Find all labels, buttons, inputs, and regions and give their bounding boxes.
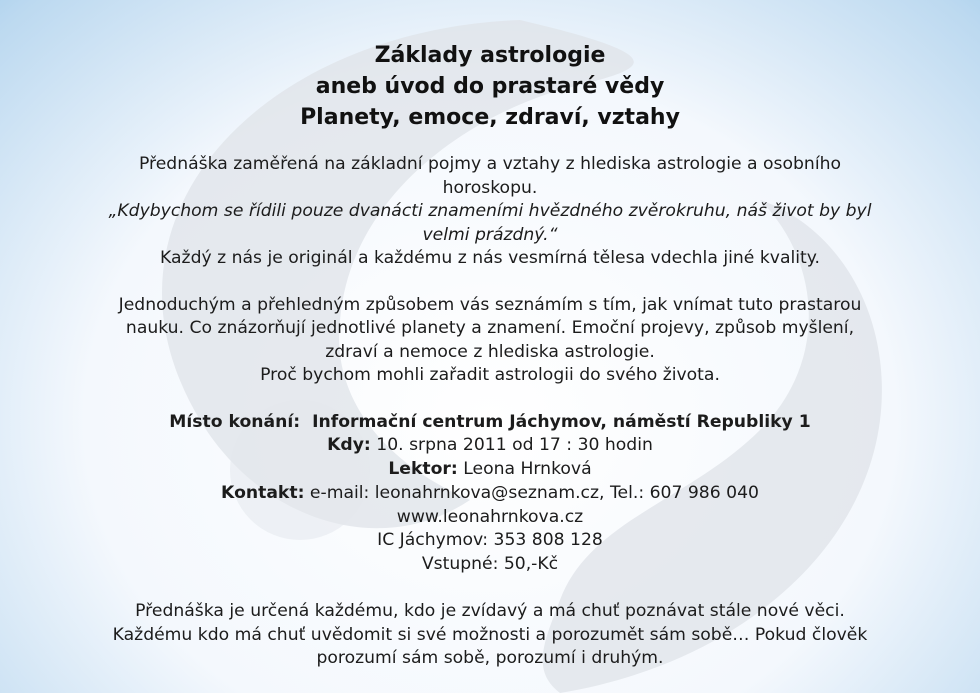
method-line-1: Jednoduchým a přehledným způsobem vás seznámím s tím, jak vnímat tuto prastarou: [118, 294, 862, 315]
method-line-2: nauku. Co znázorňují jednotlivé planety a znamení. Emoční projevy, způsob myšlení,: [125, 318, 855, 338]
when-label: Kdy:: [327, 435, 371, 456]
method-line-3: zdraví a nemoce z hlediska astrologie.: [325, 341, 655, 362]
intro-line-3: Každý z nás je originál a každému z nás vesmírná tělesa vdechla jiné kvality.: [160, 248, 820, 268]
entry-fee: Vstupné: 50,-Kč: [421, 554, 559, 575]
lecturer-row: [0, 458, 980, 482]
when-value: 10. srpna 2011 od 17 : 30 hodin: [376, 435, 653, 456]
closing-line-2: Každému kdo má chuť uvědomit si své možnosti a porozumět sám sobě… Pokud člověk: [112, 624, 868, 645]
closing-line-3: porozumí sám sobě, porozumí i druhým.: [316, 648, 664, 669]
method-line-4: Proč bychom mohli zařadit astrologii do svého života.: [260, 365, 720, 385]
website-link[interactable]: www.leonahrnkova.cz: [396, 506, 584, 527]
ic-phone: IC Jáchymov: 353 808 128: [377, 530, 603, 551]
flyer-content: [0, 40, 980, 671]
venue-value: Informační centrum Jáchymov, náměstí Republiky 1: [312, 411, 811, 432]
quote-line-1: „Kdybychom se řídili pouze dvanácti znameními hvězdného zvěrokruhu, náš život by byl: [108, 201, 872, 221]
intro-line-1: Přednáška zaměřená na základní pojmy a vztahy z hlediska astrologie a osobního: [138, 154, 842, 174]
contact-row: [0, 482, 980, 506]
venue-label: Místo konání:: [169, 411, 301, 432]
lecturer-value: Leona Hrnková: [463, 459, 592, 480]
closing-paragraph: [70, 600, 910, 671]
contact-value[interactable]: e-mail: leonahrnkova@seznam.cz, Tel.: 607 986 040: [309, 482, 759, 503]
title-line-1: Základy astrologie: [374, 43, 606, 68]
closing-line-1: Přednáška je určená každému, kdo je zvídavý a má chuť poznávat stále nové věci.: [135, 601, 845, 622]
title-block: [0, 40, 980, 133]
method-paragraph: [70, 294, 910, 388]
when-row: [0, 434, 980, 458]
quote-line-2: velmi prázdný.“: [422, 224, 558, 245]
title-line-3: Planety, emoce, zdraví, vztahy: [300, 105, 680, 130]
intro-line-2: horoskopu.: [442, 177, 538, 198]
event-details: [0, 411, 980, 578]
intro-paragraph: [70, 153, 910, 271]
title-line-2: aneb úvod do prastaré vědy: [315, 74, 665, 99]
contact-label: Kontakt:: [221, 482, 305, 503]
venue-row: [0, 411, 980, 435]
lecturer-label: Lektor:: [388, 459, 458, 480]
